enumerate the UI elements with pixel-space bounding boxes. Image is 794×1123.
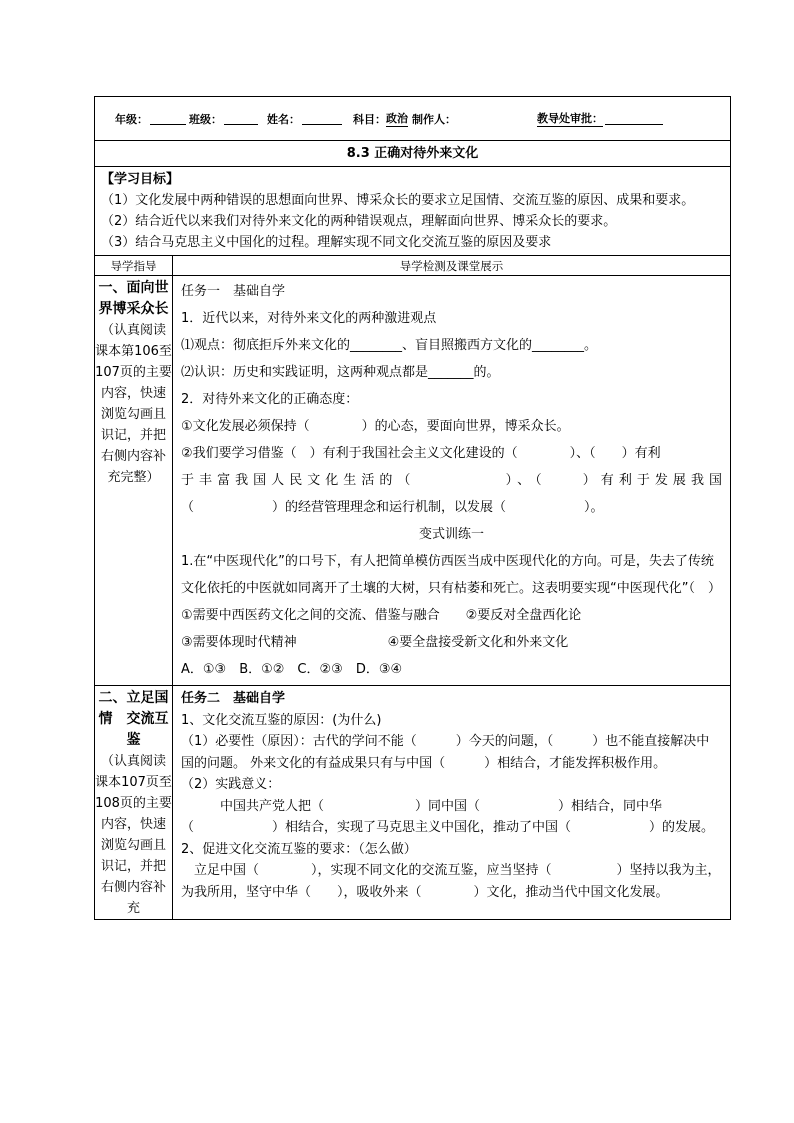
goal-item: （1）文化发展中两种错误的思想面向世界、博采众长的要求立足国情、交流互鉴的原因、成果和要求。 [101, 193, 695, 208]
maker-label: 制作人： [412, 112, 456, 126]
content-line: 1、文化交流互鉴的原因：(为什么) [181, 712, 382, 728]
section-2-row [95, 686, 730, 919]
name-label: 姓名： [267, 112, 300, 126]
class-label: 班级： [189, 112, 222, 126]
subject-label: 科目： [353, 112, 386, 126]
task-1-heading: 任务一 基础自学 [181, 284, 286, 299]
approval-blank[interactable] [605, 112, 663, 125]
header-row [95, 97, 730, 141]
maker-blank[interactable] [458, 113, 526, 125]
section-1-row [95, 276, 730, 686]
content-line: 中国共产党人把（ ）同中国（ ）相结合，同中华（ ）相结合，实现了马克思主义中国化，推动了中国（ ）的发展。 [181, 798, 715, 835]
content-line: （2）实践意义： [181, 777, 281, 792]
section-1-guide [95, 276, 173, 685]
section-2-note: （认真阅读课本107页至108页的主要内容，快速浏览勾画且识记，并把右侧内容补充 [95, 754, 172, 916]
name-blank[interactable] [302, 112, 342, 125]
exercise-option: ①需要中西医药文化之间的交流、借鉴与融合 ②要反对全盘西化论 [181, 608, 582, 623]
content-line: 2、促进文化交流互鉴的要求：（怎么做） [181, 841, 417, 857]
section-1-note: （认真阅读课本第106至107页的主要内容，快速浏览勾画且识记，并把右侧内容补充完整） [95, 323, 172, 485]
column-header-guide: 导学指导 [95, 256, 173, 275]
section-1-title: 一、面向世界博采众长 [98, 280, 169, 317]
class-blank[interactable] [224, 112, 258, 125]
exercise-question: 1.在“中医现代化”的口号下，有人把简单模仿西医当成中医现代化的方向。可是，失去了传统文化依托的中医就如同离开了土壤的大树，只有枯萎和死亡。这表明要实现“中医现代化”（ ） [181, 554, 721, 596]
subject-value: 政治 [386, 112, 408, 125]
content-line: （1）必要性（原因）：古代的学问不能（ ）今天的问题，（ ）也不能直接解决中国的问题。 外来文化的有益成果只有与中国（ ）相结合，才能发挥积极作用。 [181, 734, 710, 771]
column-header-row [95, 256, 730, 276]
section-2-title: 二、立足国情 交流互鉴 [98, 690, 169, 748]
content-line: ①文化发展必须保持（ ）的心态，要面向世界，博采众长。 [181, 419, 570, 434]
goal-item: （3）结合马克思主义中国化的过程。理解实现不同文化交流互鉴的原因及要求 [101, 235, 552, 250]
content-line: 于丰富我国人民文化生活的（ ）、（ ）有利于发展我国 [181, 473, 722, 488]
grade-blank[interactable] [150, 112, 186, 125]
content-line: 立足中国（ ），实现不同文化的交流互鉴，应当坚持（ ）坚持以我为主，为我所用，坚守中华（ ），吸收外来（ ）文化，推动当代中国文化发展。 [181, 863, 721, 900]
goal-item: （2）结合近代以来我们对待外来文化的两种错误观点，理解面向世界、博采众长的要求。 [101, 214, 617, 229]
column-header-check: 导学检测及课堂展示 [399, 259, 504, 273]
exercise-choices: A．①③ B．①② C．②③ D．③④ [181, 662, 403, 677]
approval-label: 教导处审批： [537, 112, 603, 125]
exercise-1-heading: 变式训练一 [418, 527, 484, 542]
content-line: （ ）的经营管理理念和运行机制，以发展（ ）。 [181, 500, 604, 515]
content-line: 2．对待外来文化的正确态度： [181, 392, 359, 407]
section-1-content [173, 276, 730, 685]
worksheet-table [94, 96, 731, 920]
exercise-option: ③需要体现时代精神 ④要全盘接受新文化和外来文化 [181, 635, 569, 650]
goals-heading: 【学习目标】 [101, 172, 180, 187]
section-2-guide [95, 686, 173, 919]
learning-goals [95, 167, 730, 256]
content-line: ⑵认识：历史和实践证明，这两种观点都是_______的。 [181, 365, 500, 380]
page-title: 8.3 正确对待外来文化 [95, 141, 730, 167]
content-line: ②我们要学习借鉴（ ）有利于我国社会主义文化建设的（ ）、（ ）有利 [181, 446, 661, 461]
section-2-content [173, 686, 730, 919]
content-line: 1．近代以来，对待外来文化的两种激进观点 [181, 311, 437, 326]
content-line: ⑴观点：彻底拒斥外来文化的________、盲目照搬西方文化的________。 [181, 338, 598, 353]
grade-label: 年级： [115, 112, 148, 126]
task-2-heading: 任务二 基础自学 [181, 691, 286, 706]
